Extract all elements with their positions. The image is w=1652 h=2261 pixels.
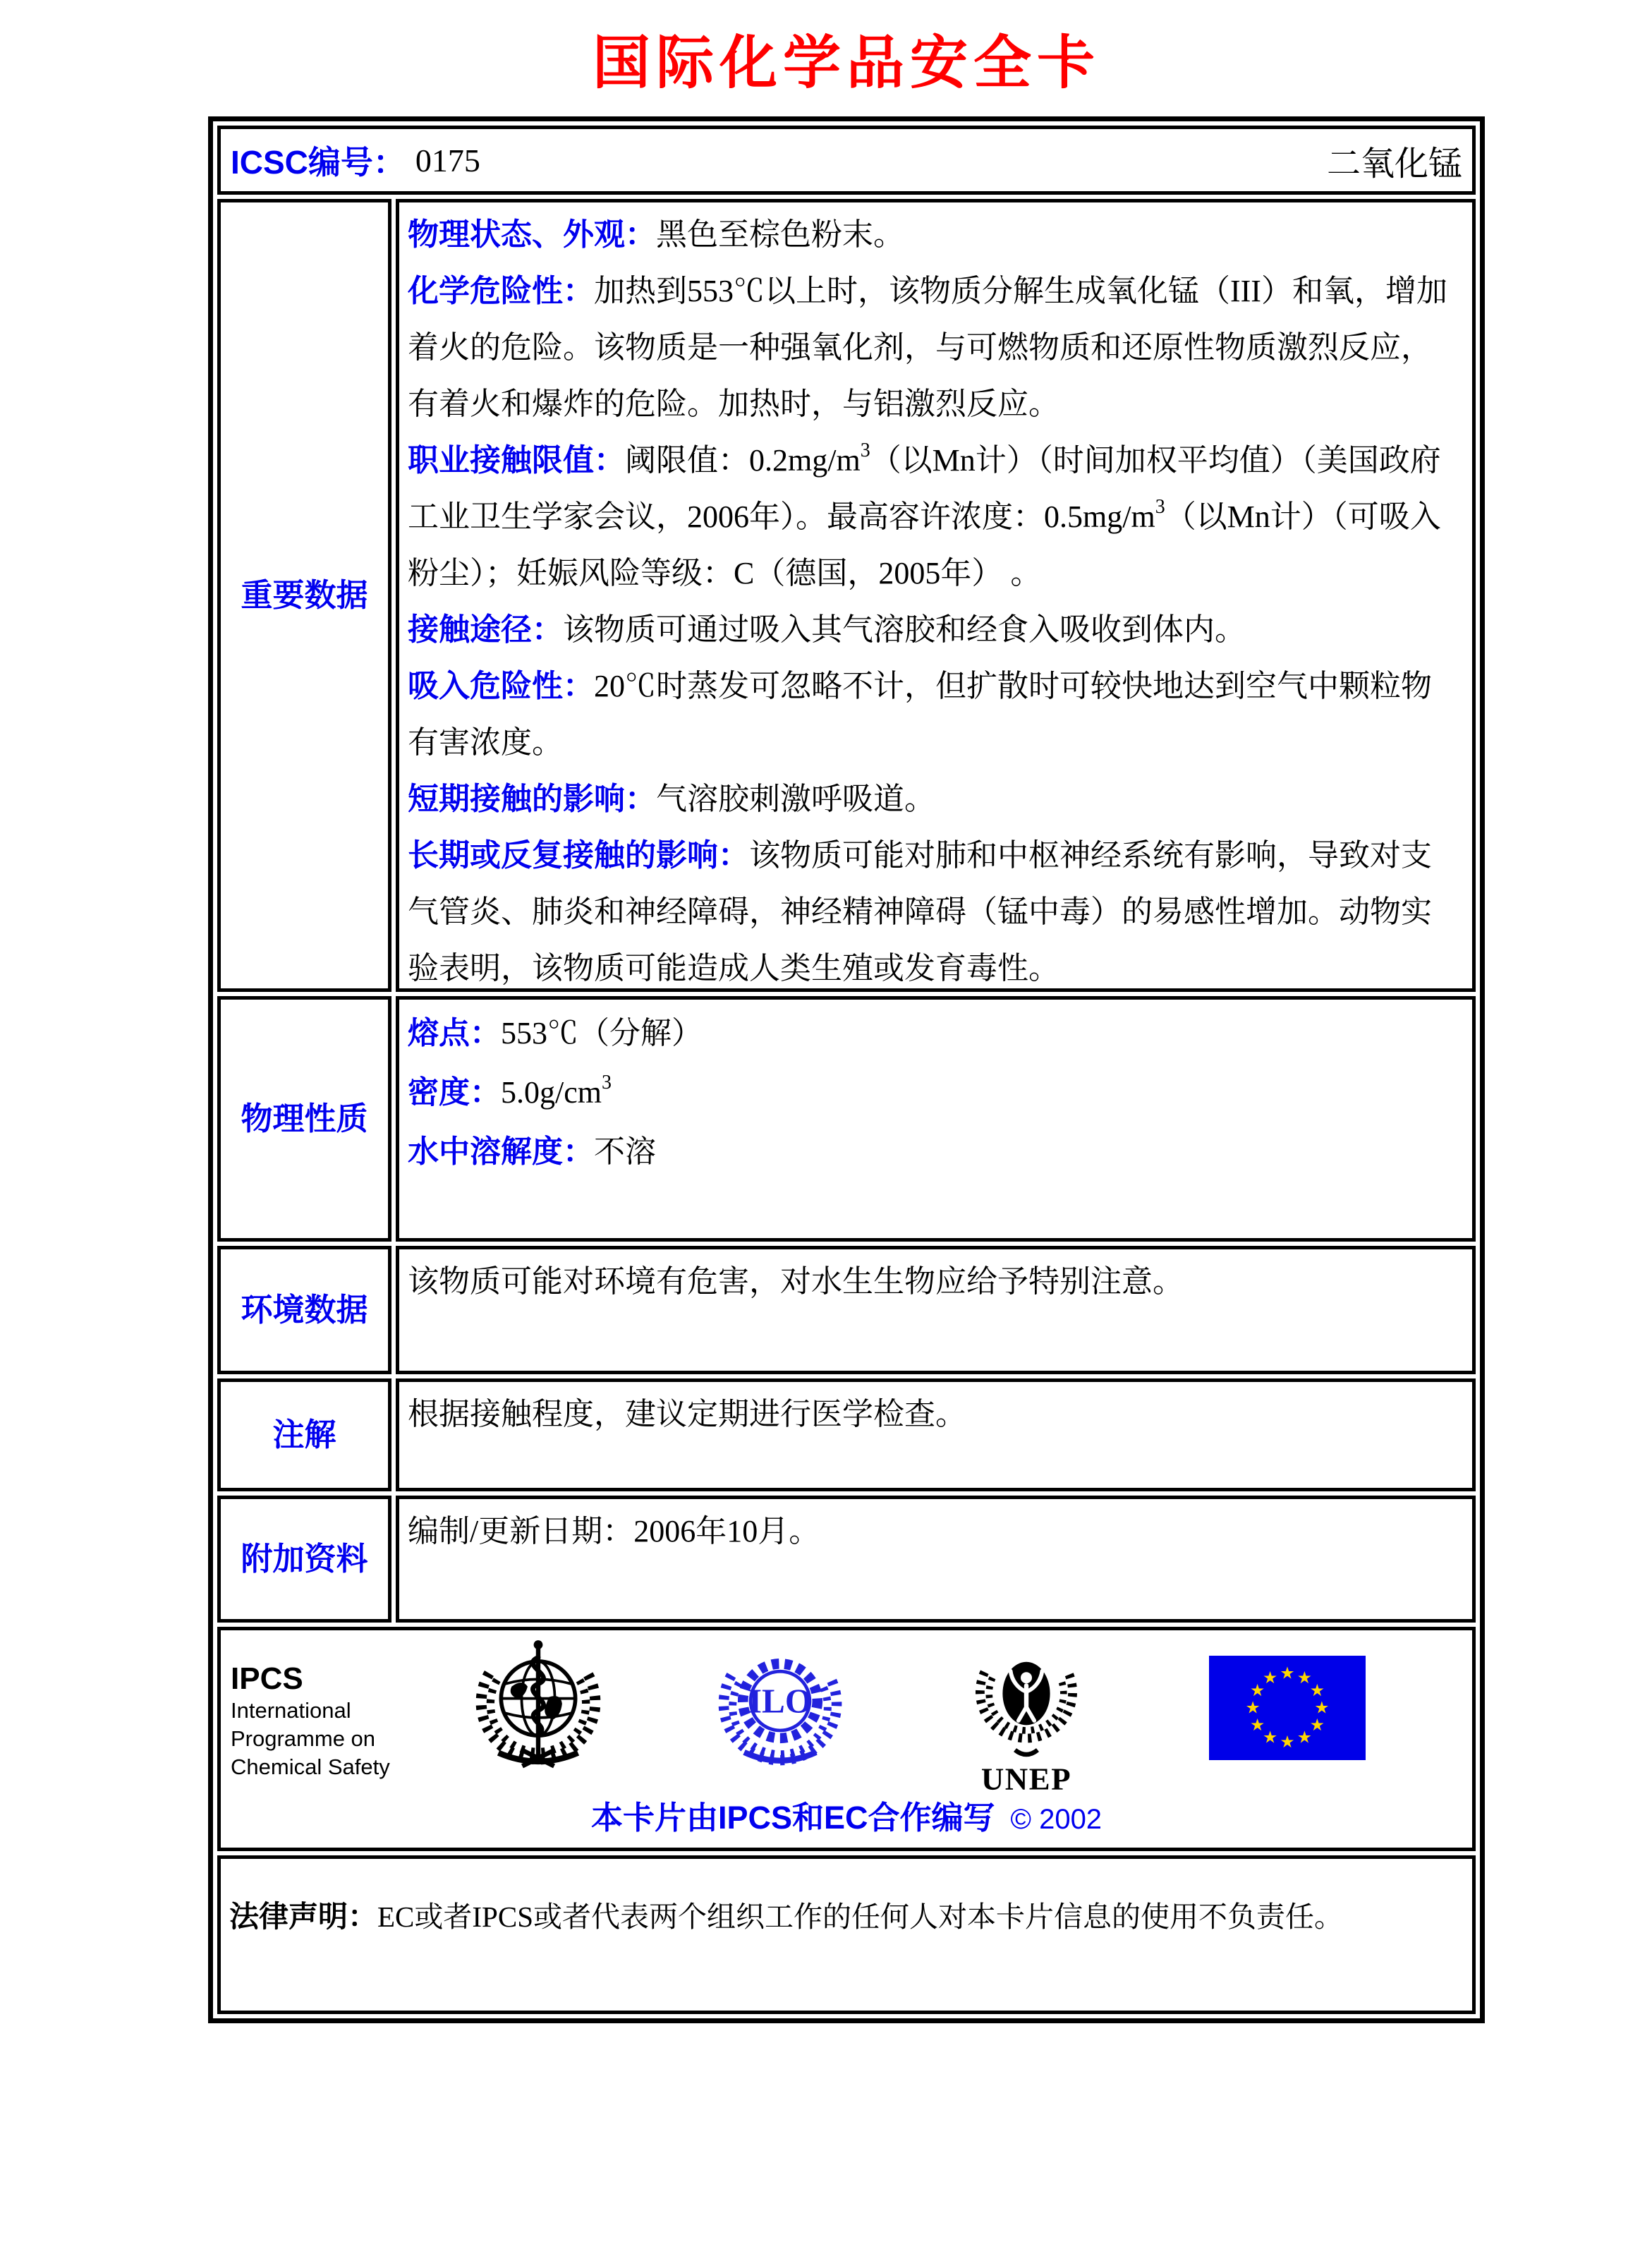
- ipcs-name-line: Chemical Safety: [231, 1754, 390, 1779]
- ilo-logo-icon: [713, 1644, 847, 1773]
- ipcs-name-line: Programme on: [231, 1726, 376, 1751]
- svg-text:★: ★: [1296, 1668, 1313, 1688]
- legal-statement: [229, 1896, 1462, 1938]
- solubility-label: 水中溶解度：: [408, 1134, 594, 1169]
- icsc-number-group: [231, 137, 480, 183]
- environmental-data-section: [217, 1246, 1476, 1374]
- ipcs-text-block: [231, 1661, 390, 1781]
- superscript-3: 3: [601, 1072, 612, 1093]
- environmental-data-section-label: 环境数据: [241, 1291, 368, 1328]
- additional-info-label-cell: [217, 1496, 391, 1623]
- superscript-3: 3: [860, 440, 870, 461]
- density-label: 密度：: [408, 1075, 501, 1110]
- substance-name: 二氧化锰: [1326, 145, 1462, 183]
- physical-properties-content-cell: [396, 996, 1476, 1242]
- legal-cell: [217, 1855, 1476, 2014]
- occupational-limit-text-3: （以Mn计）（可吸入粉尘）；妊娠风险等级：C（德国，2005年） 。: [408, 499, 1441, 590]
- credit-text: 本卡片由IPCS和EC合作编写: [590, 1800, 995, 1836]
- legal-label: 法律声明：: [229, 1900, 378, 1933]
- short-term-effects-text: 气溶胶刺激呼吸道。: [656, 782, 935, 816]
- svg-text:★: ★: [1280, 1663, 1295, 1683]
- icsc-number-label: ICSC编号：: [231, 144, 406, 181]
- occupational-limit-label: 职业接触限值：: [408, 443, 625, 478]
- exposure-routes-label: 接触途径：: [408, 612, 563, 647]
- header-cell: [217, 126, 1476, 195]
- physical-properties-section-label: 物理性质: [241, 1100, 368, 1136]
- svg-text:★: ★: [1245, 1697, 1261, 1718]
- physical-state-text: 黑色至棕色粉末。: [656, 217, 904, 252]
- environmental-data-content-cell: [396, 1246, 1476, 1374]
- svg-text:★: ★: [1314, 1697, 1330, 1718]
- inhalation-risk-label: 吸入危险性：: [408, 669, 594, 703]
- important-data-label-cell: [217, 199, 391, 992]
- long-term-effects-item: [408, 828, 1462, 992]
- density-item: [408, 1063, 1462, 1122]
- ipcs-acronym: IPCS: [231, 1661, 303, 1696]
- svg-text:★: ★: [1262, 1668, 1278, 1688]
- ipcs-name-line: International: [231, 1698, 351, 1723]
- eu-flag-icon: [1208, 1656, 1366, 1760]
- solubility-item: [408, 1122, 1462, 1182]
- occupational-limit-item: [408, 432, 1462, 602]
- density-text: 5.0g/cm: [501, 1075, 602, 1110]
- notes-sentence: 根据接触程度，建议定期进行医学检查。: [408, 1397, 966, 1431]
- exposure-routes-text: 该物质可通过吸入其气溶胶和经食入吸收到体内。: [563, 612, 1246, 647]
- additional-info-sentence: 编制/更新日期：2006年10月。: [408, 1514, 820, 1548]
- solubility-text: 不溶: [594, 1134, 656, 1169]
- header-row: [217, 126, 1476, 195]
- additional-info-section-label: 附加资料: [241, 1540, 368, 1577]
- long-term-effects-label: 长期或反复接触的影响：: [408, 838, 749, 873]
- inhalation-risk-text: 20℃时蒸发可忽略不计，但扩散时可较快地达到空气中颗粒物有害浓度。: [408, 669, 1432, 760]
- melting-point-text: 553℃（分解）: [501, 1016, 703, 1050]
- svg-text:★: ★: [1296, 1727, 1313, 1747]
- short-term-effects-label: 短期接触的影响：: [408, 782, 656, 816]
- exposure-routes-item: [408, 602, 1462, 658]
- unep-label-text: UNEP: [980, 1761, 1072, 1797]
- occupational-limit-text-2: （以Mn计）（时间加权平均值）（美国政府工业卫生学家会议，2006年）。最高容许浓度：0.5mg/m: [408, 443, 1441, 534]
- who-logo-icon: [469, 1639, 607, 1771]
- svg-text:★: ★: [1250, 1680, 1265, 1700]
- unep-logo-icon: [970, 1637, 1083, 1804]
- environmental-data-text: [408, 1254, 1462, 1310]
- svg-text:★: ★: [1309, 1714, 1325, 1735]
- occupational-limit-text-1: 阈限值：0.2mg/m: [625, 443, 861, 478]
- legal-text: EC或者IPCS或者代表两个组织工作的任何人对本卡片信息的使用不负责任。: [377, 1901, 1344, 1933]
- icsc-number-value: 0175: [415, 142, 480, 178]
- icsc-card-table: [208, 116, 1485, 2023]
- physical-state-label: 物理状态、外观：: [408, 217, 656, 252]
- footer-logos-cell: [217, 1627, 1476, 1851]
- svg-text:★: ★: [1280, 1732, 1295, 1752]
- svg-text:★: ★: [1250, 1714, 1265, 1735]
- environmental-data-label-cell: [217, 1246, 391, 1374]
- short-term-effects-item: [408, 771, 1462, 828]
- additional-info-section: [217, 1496, 1476, 1623]
- ilo-monogram-text: ILO: [748, 1681, 813, 1721]
- legal-section: [217, 1855, 1476, 2014]
- important-data-content-cell: [396, 199, 1476, 992]
- notes-section: [217, 1378, 1476, 1491]
- important-data-section-label: 重要数据: [241, 576, 368, 613]
- important-data-section: [217, 199, 1476, 992]
- footer-logos-section: [217, 1627, 1476, 1851]
- additional-info-text: [408, 1503, 1462, 1560]
- additional-info-content-cell: [396, 1496, 1476, 1623]
- physical-properties-section: [217, 996, 1476, 1242]
- page-title: 国际化学品安全卡: [592, 29, 1100, 97]
- long-term-effects-text: 该物质可能对肺和中枢神经系统有影响，导致对支气管炎、肺炎和神经障碍，神经精神障碍（锰中毒）的易感性增加。动物实验表明，该物质可能造成人类生殖或发育毒性。: [408, 838, 1432, 986]
- copyright-text: © 2002: [1010, 1804, 1103, 1835]
- notes-section-label: 注解: [272, 1416, 336, 1453]
- chemical-danger-item: [408, 263, 1462, 432]
- svg-text:★: ★: [1309, 1680, 1325, 1700]
- melting-point-label: 熔点：: [408, 1016, 501, 1050]
- credit-line: [221, 1792, 1472, 1838]
- chemical-danger-text: 加热到553℃以上时，该物质分解生成氧化锰（III）和氧，增加着火的危险。该物质是一种强氧化剂，与可燃物质和还原性物质激烈反应，有着火和爆炸的危险。加热时，与铝激烈反应。: [408, 274, 1447, 421]
- notes-text: [408, 1386, 1462, 1443]
- melting-point-item: [408, 1004, 1462, 1063]
- notes-content-cell: [396, 1378, 1476, 1491]
- inhalation-risk-item: [408, 658, 1462, 771]
- chemical-danger-label: 化学危险性：: [408, 274, 594, 308]
- notes-label-cell: [217, 1378, 391, 1491]
- physical-properties-label-cell: [217, 996, 391, 1242]
- svg-text:★: ★: [1262, 1727, 1278, 1747]
- environmental-data-sentence: 该物质可能对环境有危害，对水生生物应给予特别注意。: [408, 1264, 1184, 1299]
- superscript-3: 3: [1155, 496, 1165, 518]
- physical-state-item: [408, 207, 1462, 263]
